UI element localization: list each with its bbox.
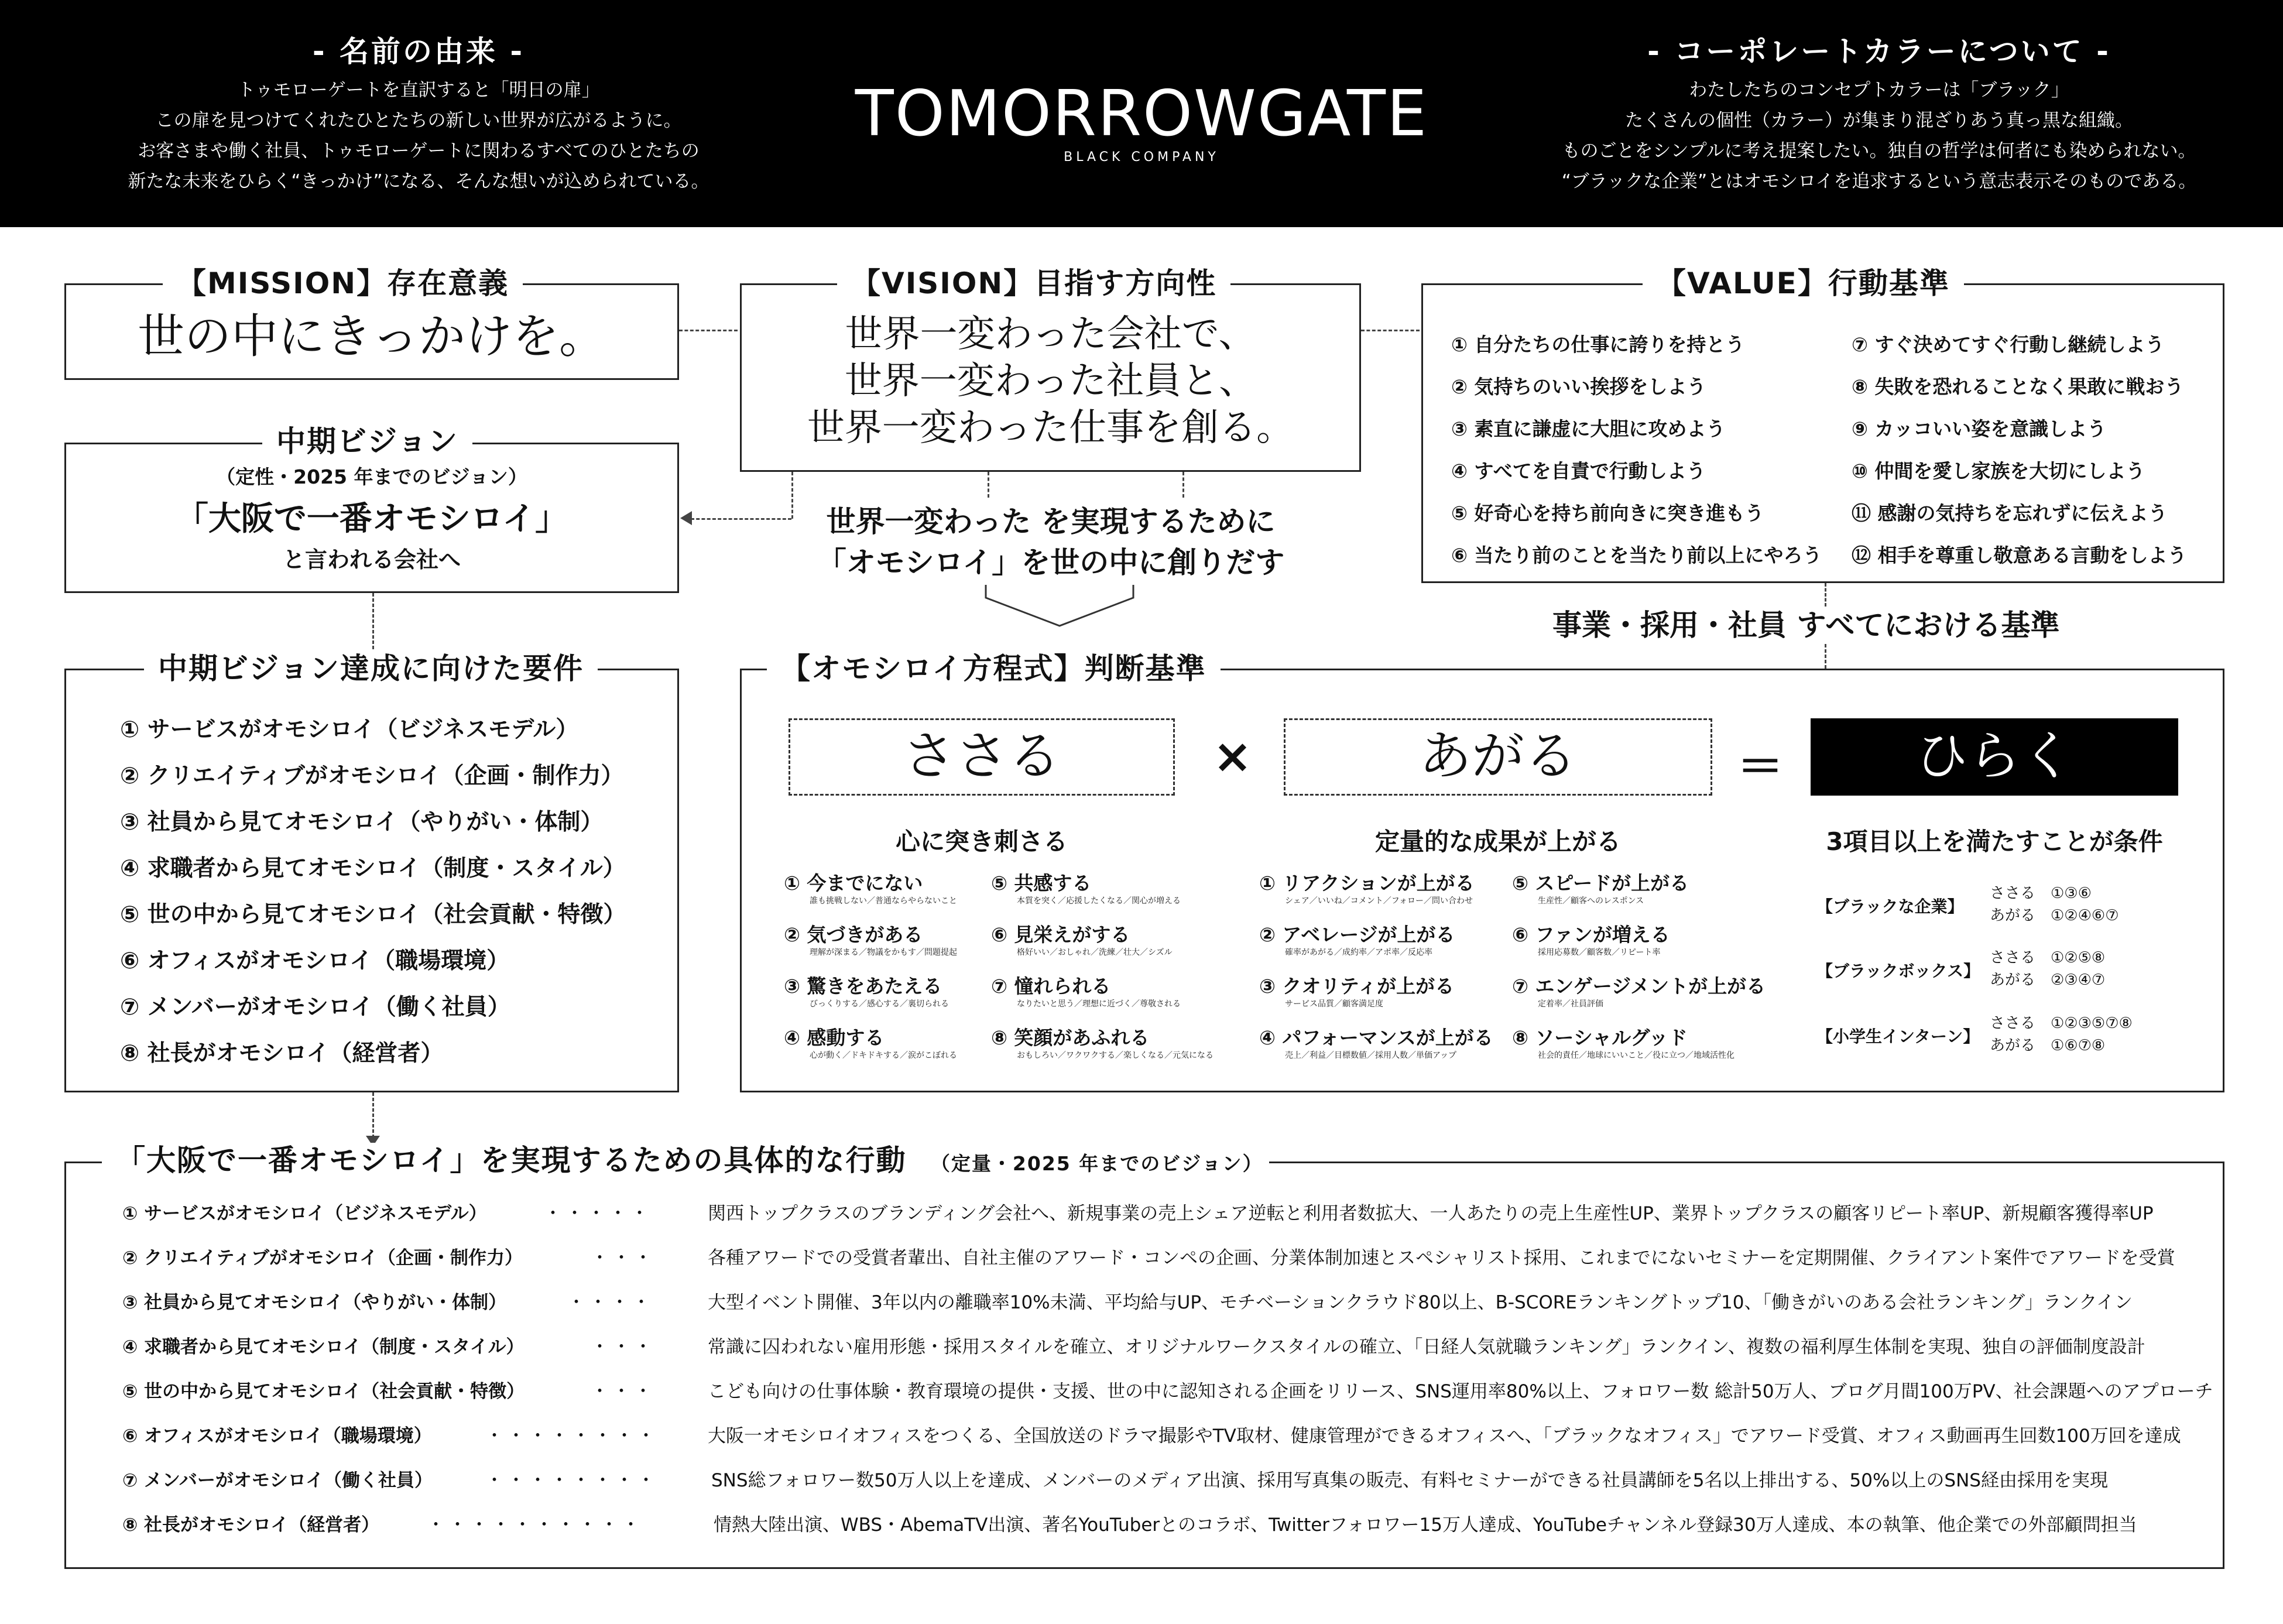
criterion-item	[991, 975, 1181, 1010]
requirements-list	[120, 707, 626, 1077]
example-sasaru: ささる ①②⑤⑧	[1990, 949, 2106, 967]
name-origin-title: - 名前の由来 -	[312, 35, 525, 68]
example-name: 【ブラックな企業】	[1816, 897, 1964, 916]
corporate-color-line: ものごとをシンプルに考え提案したい。独自の哲学は何者にも染められない。	[1562, 141, 2196, 162]
criterion-main: ④ パフォーマンスが上がる	[1259, 1026, 1493, 1049]
center-message-line: 世界一変わった を実現するために	[826, 505, 1276, 539]
all-standard: 事業・採用・社員 すべてにおける基準	[1552, 608, 2060, 642]
value-box	[1421, 283, 2224, 583]
criterion-item	[784, 1026, 957, 1061]
criterion-sub: 理解が深まる／物議をかもす／問題提起	[810, 948, 957, 957]
criterion-main: ② 気づきがある	[784, 923, 923, 946]
corporate-color-title: - コーポレートカラーについて -	[1647, 35, 2111, 68]
company-logo	[849, 77, 1434, 165]
action-dots: ・・・	[591, 1381, 656, 1402]
action-target: ③ 社員から見てオモシロイ（やりがい・体制）	[122, 1292, 507, 1313]
value-item: ⑤ 好奇心を持ち前向きに突き進もう	[1451, 502, 1764, 525]
equation-box	[740, 669, 2224, 1092]
vision-line: 世界一変わった会社で、	[845, 313, 1256, 356]
name-origin-line: トゥモローゲートを直訳すると「明日の扉」	[237, 80, 600, 101]
actions-label-main: 「大阪で一番オモシロイ」を実現するための具体的な行動	[116, 1143, 907, 1177]
action-text: 関西トップクラスのブランディング会社へ、新規事業の売上シェア逆転と利用者数拡大、一人あたりの売上生産性UP、業界トップクラスの顧客リピート率UP、新規顧客獲得率UP	[708, 1203, 2154, 1224]
criterion-sub: 本質を突く／応援したくなる／関心が増える	[1017, 896, 1181, 906]
corporate-color-line: “ブラックな企業”とはオモシロイを追求するという意志表示そのものである。	[1561, 171, 2197, 192]
criterion-sub: 生産性／顧客へのレスポンス	[1538, 896, 1644, 906]
criterion-main: ① リアクションが上がる	[1259, 872, 1475, 895]
requirement-item: ② クリエイティブがオモシロイ（企画・制作力）	[120, 763, 624, 789]
criterion-item	[1259, 923, 1455, 958]
vision-label: 【VISION】目指す方向性	[837, 266, 1230, 301]
criterion-sub: おもしろい／ワクワクする／楽しくなる／元気になる	[1017, 1051, 1214, 1060]
action-text: 大阪一オモシロイオフィスをつくる、全国放送のドラマ撮影やTV取材、健康管理ができるオフィスへ、「ブラックなオフィス」でアワード受賞、オフィス動画再生回数100万回を達成	[708, 1426, 2181, 1447]
midterm-vision-box	[64, 443, 679, 593]
equation-term-sasaru: ささる	[789, 718, 1175, 796]
action-dots: ・・・	[591, 1248, 656, 1269]
connector-vision-down-center	[988, 472, 989, 498]
criterion-main: ⑧ 笑顔があふれる	[991, 1026, 1150, 1049]
vision-line: 世界一変わった社員と、	[844, 359, 1257, 403]
criterion-main: ④ 感動する	[784, 1026, 885, 1049]
header-band	[0, 0, 2283, 227]
name-origin-block	[64, 28, 773, 197]
action-text: こども向けの仕事体験・教育環境の提供・支援、世の中に認知される企画をリリース、SNS運用率80%以上、フォロワー数 総計50万人、ブログ月間100万PV、社会課題へのアプローチ	[708, 1381, 2213, 1402]
col2-title: 定量的な成果が上がる	[1374, 827, 1621, 856]
value-item: ⑫ 相手を尊重し敬意ある言動をしよう	[1852, 544, 2187, 567]
action-text: SNS総フォロワー数50万人以上を達成、メンバーのメディア出演、採用写真集の販売、有料セミナーができる社員講師を5名以上排出する、50%以上のSNS経由採用を実現	[711, 1470, 2108, 1491]
value-item: ⑩ 仲間を愛し家族を大切にしよう	[1852, 460, 2145, 482]
value-item: ② 気持ちのいい挨拶をしよう	[1451, 375, 1706, 398]
criterion-main: ⑧ ソーシャルグッド	[1512, 1026, 1688, 1049]
value-label: 【VALUE】行動基準	[1643, 266, 1964, 301]
example-agaru: あがる ①⑥⑦⑧	[1990, 1037, 2106, 1054]
vision-box	[740, 283, 1361, 472]
requirement-item: ① サービスがオモシロイ（ビジネスモデル）	[120, 717, 579, 743]
criterion-main: ⑥ 見栄えがする	[991, 923, 1130, 946]
criterion-item	[1259, 872, 1475, 907]
connector-requirements-actions	[372, 1092, 374, 1138]
connector-standard-down	[1825, 644, 1826, 669]
criterion-main: ⑥ ファンが増える	[1512, 923, 1670, 946]
criterion-sub: 定着率／社員評価	[1538, 999, 1603, 1009]
criterion-item	[1512, 975, 1766, 1010]
corporate-color-block	[1499, 28, 2260, 197]
criterion-item	[1512, 923, 1670, 958]
action-dots: ・・・・	[567, 1292, 654, 1313]
equation-term-agaru: あがる	[1284, 718, 1712, 796]
criterion-sub: シェア／いいね／コメント／フォロー／問い合わせ	[1285, 896, 1473, 906]
chevron-down-icon	[983, 583, 1136, 629]
example-sasaru: ささる ①②③⑤⑦⑧	[1990, 1015, 2133, 1032]
equation-equals: ＝	[1737, 739, 1784, 794]
action-dots: ・・・・・・・・	[485, 1426, 659, 1447]
criterion-item	[1259, 1026, 1493, 1061]
criterion-item	[784, 923, 957, 958]
vision-line: 世界一変わった仕事を創る。	[807, 406, 1294, 450]
criterion-item	[1512, 872, 1689, 907]
connector-vision-value	[1361, 330, 1420, 331]
example-name: 【ブラックボックス】	[1816, 961, 1980, 981]
criterion-sub: びっくりする／感心する／裏切られる	[810, 999, 949, 1009]
action-text: 情熱大陸出演、WBS・AbemaTV出演、著名YouTuberとのコラボ、Twitterフォロワー15万人達成、YouTubeチャンネル登録30万人達成、本の執筆、他企業での外部顧問担当	[714, 1515, 2137, 1536]
criterion-sub: 採用応募数／顧客数／リピート率	[1538, 948, 1661, 957]
action-target: ④ 求職者から見てオモシロイ（制度・スタイル）	[122, 1337, 525, 1358]
logo-name: TOMORROWGATE	[855, 77, 1428, 150]
actions-label	[102, 1143, 1269, 1181]
criterion-sub: サービス品質／顧客満足度	[1285, 999, 1383, 1009]
requirement-item: ⑦ メンバーがオモシロイ（働く社員）	[120, 994, 510, 1020]
criterion-sub: 誰も挑戦しない／普通ならやらないこと	[810, 896, 957, 906]
midterm-vision-sub: （定性・2025 年までのビジョン）	[216, 465, 527, 488]
action-dots: ・・・・・・・・	[485, 1470, 659, 1491]
arrow-left-icon	[680, 511, 692, 525]
example-name: 【小学生インターン】	[1816, 1027, 1980, 1046]
requirement-item: ③ 社員から見てオモシロイ（やりがい・体制）	[120, 809, 604, 835]
mission-text: 世の中にきっかけを。	[138, 309, 606, 364]
criterion-item	[991, 872, 1181, 907]
criterion-sub: 格好いい／おしゃれ／洗練／壮大／シズル	[1017, 948, 1173, 957]
action-dots: ・・・・・	[544, 1203, 652, 1224]
logo-sub: BLACK COMPANY	[1064, 150, 1219, 165]
connector-mission-vision	[679, 330, 738, 331]
criterion-main: ⑦ エンゲージメントが上がる	[1512, 975, 1766, 998]
example-scores	[1990, 882, 2119, 927]
requirements-box	[64, 669, 679, 1092]
vision-text	[742, 311, 1359, 451]
criterion-item	[991, 923, 1173, 958]
equation-times: ×	[1213, 729, 1253, 783]
center-message-line: 「オモシロイ」を世の中に創りだす	[817, 546, 1285, 580]
criterion-main: ⑤ スピードが上がる	[1512, 872, 1689, 895]
example-agaru: あがる ②③④⑦	[1990, 971, 2106, 989]
criterion-item	[991, 1026, 1214, 1061]
actions-box	[64, 1162, 2224, 1569]
value-item: ⑧ 失敗を恐れることなく果敢に戦おう	[1852, 375, 2184, 398]
criterion-item	[1512, 1026, 1734, 1061]
mission-label: 【MISSION】存在意義	[163, 266, 523, 301]
requirement-item: ⑤ 世の中から見てオモシロイ（社会貢献・特徴）	[120, 902, 626, 928]
value-item: ④ すべてを自責で行動しよう	[1451, 460, 1706, 482]
center-message	[784, 501, 1317, 583]
actions-label-sub: （定量・2025 年までのビジョン）	[930, 1152, 1263, 1175]
value-item: ⑥ 当たり前のことを当たり前以上にやろう	[1451, 544, 1822, 567]
value-item: ③ 素直に謙虚に大胆に攻めよう	[1451, 417, 1726, 440]
criterion-main: ⑤ 共感する	[991, 872, 1092, 895]
action-dots: ・・・・・・・・・・	[427, 1515, 643, 1536]
equation-result-hiraku: ひらく	[1811, 718, 2178, 796]
value-item: ⑪ 感謝の気持ちを忘れずに伝えよう	[1852, 502, 2168, 525]
value-list-left	[1451, 324, 1822, 577]
midterm-vision-tail: と言われる会社へ	[282, 547, 461, 573]
requirement-item: ④ 求職者から見てオモシロイ（制度・スタイル）	[120, 855, 626, 882]
example-scores	[1990, 1012, 2133, 1057]
midterm-vision-label: 中期ビジョン	[262, 424, 472, 459]
action-target: ② クリエイティブがオモシロイ（企画・制作力）	[122, 1248, 523, 1269]
example-scores	[1990, 947, 2105, 991]
criterion-main: ③ 驚きをあたえる	[784, 975, 942, 998]
action-target: ⑤ 世の中から見てオモシロイ（社会貢献・特徴）	[122, 1381, 525, 1402]
corporate-color-line: たくさんの個性（カラー）が集まり混ざりあう真っ黒な組織。	[1625, 110, 2133, 131]
connector-vision-down-right	[1182, 472, 1184, 498]
criterion-main: ③ クオリティが上がる	[1259, 975, 1455, 998]
criterion-item	[784, 872, 957, 907]
value-item: ① 自分たちの仕事に誇りを持とう	[1451, 333, 1745, 356]
action-target: ⑥ オフィスがオモシロイ（職場環境）	[122, 1426, 432, 1447]
value-item: ⑨ カッコいい姿を意識しよう	[1852, 417, 2107, 440]
requirements-label: 中期ビジョン達成に向けた要件	[144, 651, 598, 686]
connector-to-midterm	[691, 518, 791, 520]
criterion-sub: なりたいと思う／理想に近づく／尊敬される	[1017, 999, 1181, 1009]
corporate-color-line: わたしたちのコンセプトカラーは「ブラック」	[1689, 80, 2069, 101]
requirement-item: ⑥ オフィスがオモシロイ（職場環境）	[120, 948, 510, 974]
criterion-main: ⑦ 憧れられる	[991, 975, 1111, 998]
col3-title: 3項目以上を満たすことが条件	[1826, 827, 2163, 856]
example-sasaru: ささる ①③⑥	[1990, 885, 2092, 902]
action-text: 各種アワードでの受賞者輩出、自社主催のアワード・コンペの企画、分業体制加速とスペシャリスト採用、これまでにないセミナーを定期開催、クライアント案件でアワードを受賞	[708, 1248, 2175, 1269]
action-target: ① サービスがオモシロイ（ビジネスモデル）	[122, 1203, 487, 1224]
criterion-sub: 確率があがる／成約率／アポ率／反応率	[1285, 948, 1432, 957]
midterm-vision-main: 「大阪で一番オモシロイ」	[175, 500, 568, 538]
name-origin-line: この扉を見つけてくれたひとたちの新しい世界が広がるように。	[155, 110, 682, 131]
action-target: ⑧ 社長がオモシロイ（経営者）	[122, 1515, 380, 1536]
col1-title: 心に突き刺さる	[895, 827, 1068, 856]
action-text: 大型イベント開催、3年以内の離職率10%未満、平均給与UP、モチベーションクラウド80以上、B-SCOREランキングトップ10、「働きがいのある会社ランキング」ランクイン	[708, 1292, 2133, 1313]
criterion-item	[1259, 975, 1454, 1010]
connector-value-down	[1825, 583, 1826, 607]
value-list-right	[1852, 324, 2187, 577]
criterion-main: ② アベレージが上がる	[1259, 923, 1455, 946]
criterion-item	[784, 975, 949, 1010]
action-text: 常識に囚われない雇用形態・採用スタイルを確立、オリジナルワークスタイルの確立、「日経人気就職ランキング」ランクイン、複数の福利厚生体制を実現、独自の評価制度設計	[708, 1337, 2145, 1358]
value-item: ⑦ すぐ決めてすぐ行動し継続しよう	[1852, 333, 2165, 356]
action-dots: ・・・	[591, 1337, 656, 1358]
requirement-item: ⑧ 社長がオモシロイ（経営者）	[120, 1040, 444, 1067]
criterion-sub: 心が動く／ドキドキする／涙がこぼれる	[810, 1051, 957, 1060]
criterion-sub: 売上／利益／目標数値／採用人数／単価アップ	[1285, 1051, 1457, 1060]
criterion-main: ① 今までにない	[784, 872, 923, 895]
name-origin-line: 新たな未来をひらく“きっかけ”になる、そんな想いが込められている。	[128, 171, 709, 192]
action-target: ⑦ メンバーがオモシロイ（働く社員）	[122, 1470, 433, 1491]
criterion-sub: 社会的責任／地球にいいこと／役に立つ／地域活性化	[1538, 1051, 1734, 1060]
example-agaru: あがる ①②④⑥⑦	[1990, 907, 2119, 924]
equation-label: 【オモシロイ方程式】判断基準	[767, 651, 1221, 686]
name-origin-line: お客さまや働く社員、トゥモローゲートに関わるすべてのひとたちの	[138, 141, 700, 162]
